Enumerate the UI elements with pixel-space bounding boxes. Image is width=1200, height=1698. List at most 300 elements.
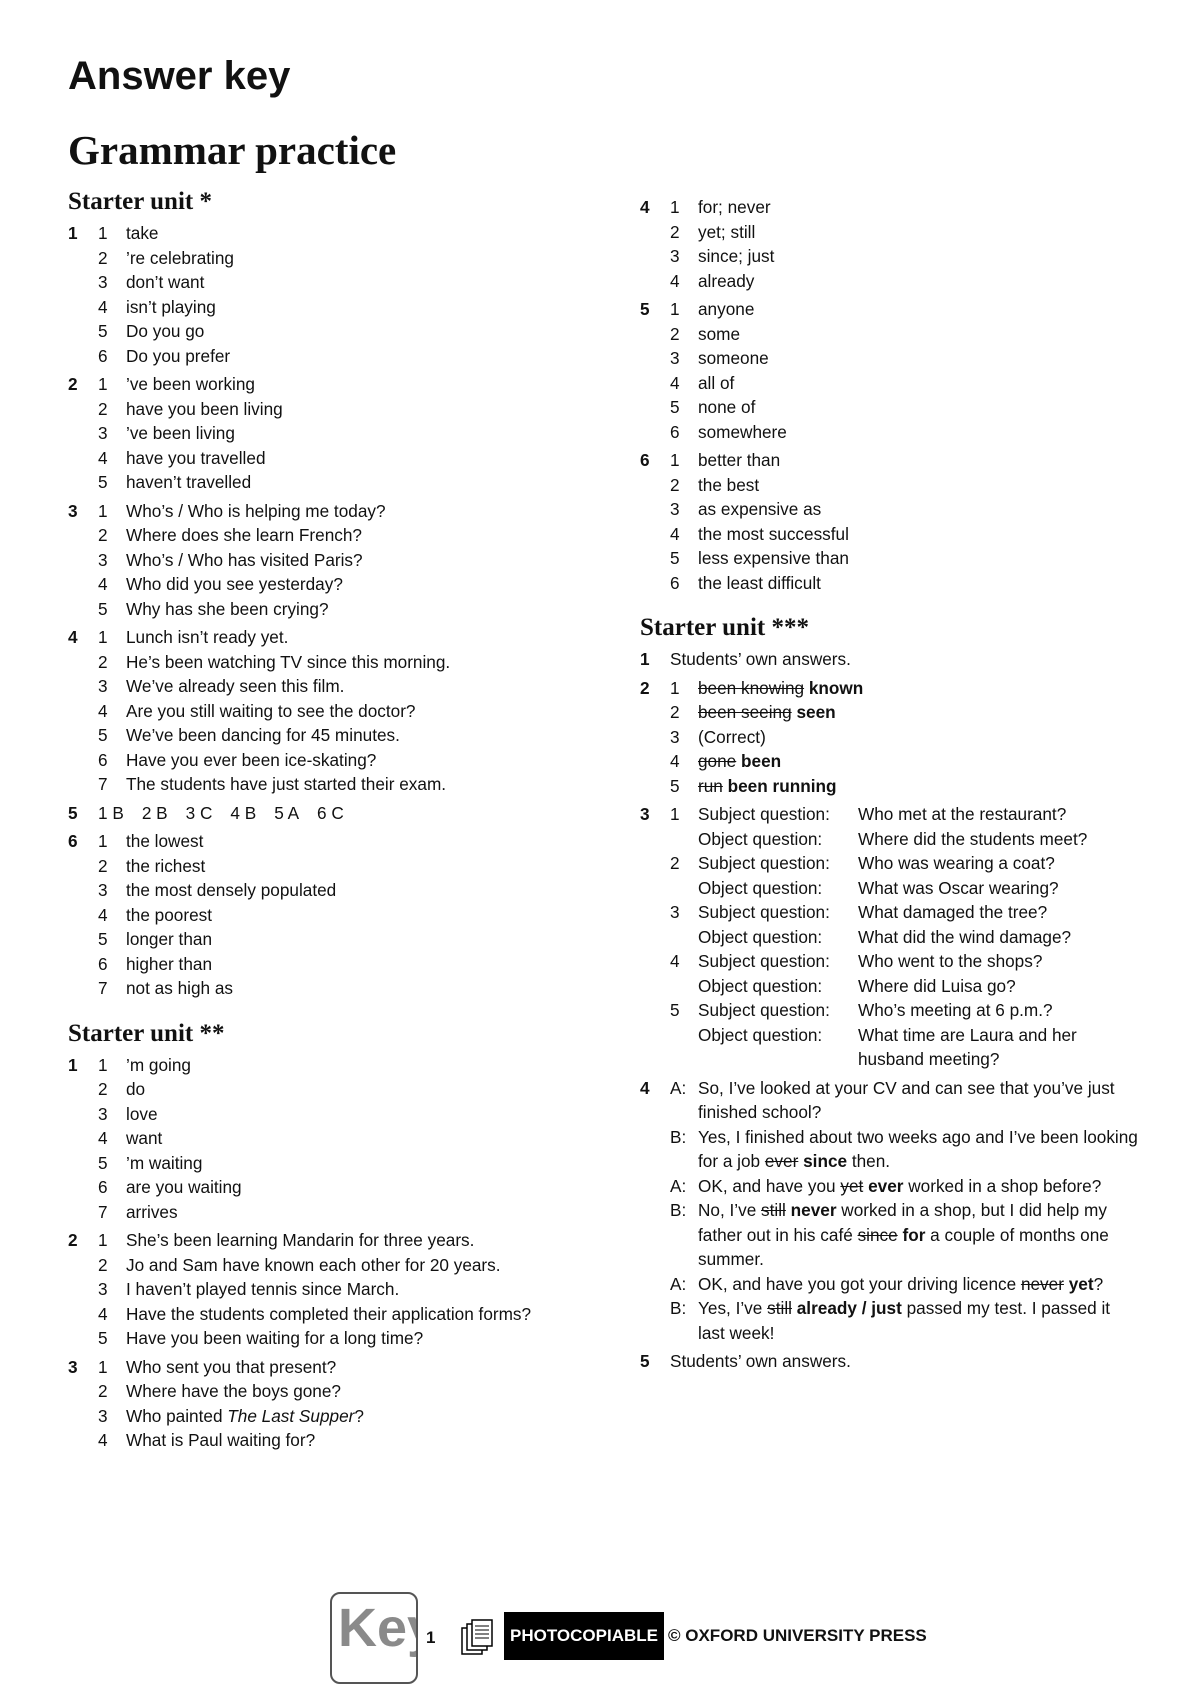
answer-item <box>98 1379 568 1404</box>
item-number: 7 <box>98 1201 108 1222</box>
exercise-number: 3 <box>68 1356 78 1377</box>
answer-text: Where have the boys gone? <box>126 1381 341 1401</box>
correction-text: been running <box>727 775 837 796</box>
item-number: 4 <box>98 447 108 468</box>
answer-text: ’m going <box>126 1054 191 1075</box>
exercise-number: 3 <box>640 804 650 824</box>
subject-question-row <box>698 998 1140 1023</box>
object-question-row <box>698 1023 1140 1072</box>
answer-item <box>98 1151 568 1176</box>
exercise-number: 4 <box>640 1077 650 1098</box>
answer-item <box>670 676 1140 701</box>
item-number: 3 <box>98 549 108 570</box>
answer-item <box>670 395 1140 420</box>
exercise <box>68 1053 568 1225</box>
answer-text: isn’t playing <box>126 296 216 317</box>
item-number: 3 <box>670 348 680 368</box>
item-number: 6 <box>98 1177 108 1197</box>
item-number: 1 <box>98 1054 108 1075</box>
answer-item <box>98 976 568 1001</box>
answer-item <box>98 1302 568 1327</box>
answer-item <box>670 749 1140 774</box>
exercise-number: 2 <box>68 1230 78 1250</box>
correction-text: yet <box>1068 1273 1094 1294</box>
exercise-dialogue <box>640 1076 1140 1346</box>
item-number: 5 <box>98 598 108 619</box>
item-number: 5 <box>98 725 108 745</box>
answer-item <box>98 246 568 271</box>
question-label: Subject question: <box>698 951 830 971</box>
logo-letters: Ke <box>338 1598 408 1658</box>
answer-item <box>98 319 568 344</box>
exercise <box>68 625 568 797</box>
crossed-out-text: yet <box>840 1175 864 1196</box>
item-number: 5 <box>670 1000 680 1020</box>
answer-text: ’ve been working <box>126 374 255 394</box>
answer-text: the poorest <box>126 904 212 925</box>
exercise <box>640 647 1140 672</box>
item-number: 6 <box>670 421 680 442</box>
key-logo <box>330 1592 418 1684</box>
crossed-out-text: never <box>1020 1273 1064 1294</box>
key-logo-icon <box>332 1594 416 1682</box>
correction-text: been <box>741 751 782 771</box>
item-number: 4 <box>98 1303 108 1324</box>
answer-item <box>670 497 1140 522</box>
answer-item <box>98 1200 568 1225</box>
item-number: 1 <box>670 450 680 470</box>
item-number: 3 <box>98 880 108 900</box>
answer-text: Students’ own answers. <box>670 649 851 669</box>
answer-text: Are you still waiting to see the doctor? <box>126 700 416 721</box>
page-footer <box>0 1592 1200 1682</box>
item-number: 2 <box>670 323 680 344</box>
answer-text: The students have just started their exam. <box>126 774 447 794</box>
correction-text: since <box>803 1151 848 1171</box>
answer-text: the least difficult <box>698 572 821 593</box>
exercise <box>68 1355 568 1453</box>
speaker: B: <box>670 1200 687 1220</box>
unit-title: Starter unit ** <box>68 1019 225 1047</box>
speaker: A: <box>670 1175 687 1196</box>
answer-item <box>98 1077 568 1102</box>
exercise <box>68 1228 568 1351</box>
answer: 6 C <box>317 802 344 823</box>
item-number: 1 <box>98 500 108 521</box>
answer-text: Lunch isn’t ready yet. <box>126 627 289 647</box>
answer-item <box>670 371 1140 396</box>
answer-text: Have the students completed their application forms? <box>126 1303 532 1324</box>
answer-item <box>670 297 1140 322</box>
exercise-number: 2 <box>640 677 650 698</box>
item-number: 3 <box>98 272 108 292</box>
crossed-out-text: been seeing <box>698 702 792 722</box>
answer-text: are you waiting <box>126 1177 242 1197</box>
item-number: 1 <box>670 197 680 217</box>
item-number: 2 <box>670 853 680 873</box>
answer-text: higher than <box>126 953 213 974</box>
answer-item <box>98 903 568 928</box>
answer-item <box>670 346 1140 371</box>
answer-item <box>98 1253 568 1278</box>
answer-item <box>98 674 568 699</box>
exercise-number: 6 <box>640 450 650 470</box>
item-number: 6 <box>98 749 108 770</box>
exercise-number: 3 <box>68 500 78 521</box>
item-number: 5 <box>670 775 680 796</box>
item-number: 1 <box>98 1230 108 1250</box>
item-number: 4 <box>670 372 680 393</box>
answer-item <box>98 499 568 524</box>
answer-item <box>670 774 1140 799</box>
answer-item <box>98 270 568 295</box>
answer-text: I haven’t played tennis since March. <box>126 1279 400 1299</box>
item-number: 3 <box>98 676 108 696</box>
answer-text: the richest <box>126 855 206 876</box>
answer-text: Have you been waiting for a long time? <box>126 1328 424 1348</box>
dialogue-text: a couple of months one summer. <box>698 1224 1109 1269</box>
dialogue-text: No, I’ve <box>698 1200 762 1220</box>
answer-text: since; just <box>698 246 775 266</box>
answer-text: Why has she been crying? <box>126 598 329 619</box>
answer-item <box>98 597 568 622</box>
answer: 4 B <box>230 802 257 823</box>
question-text: Who was wearing a coat? <box>858 853 1055 873</box>
answer-title: The Last Supper <box>227 1405 355 1426</box>
question-pair <box>670 851 1140 900</box>
answer-text: (Correct) <box>698 726 766 747</box>
answer-item <box>98 772 568 797</box>
answer-text: What is Paul waiting for? <box>126 1430 316 1450</box>
exercise <box>68 499 568 622</box>
answer-text: somewhere <box>698 421 787 442</box>
right-column <box>640 195 1140 1378</box>
exercise <box>68 829 568 1001</box>
answer-item <box>98 625 568 650</box>
answer-item <box>98 221 568 246</box>
answer-item <box>98 1404 568 1429</box>
answer-item <box>98 1102 568 1127</box>
answer-item <box>98 878 568 903</box>
speaker: A: <box>670 1273 687 1294</box>
object-question-row <box>698 925 1140 950</box>
speaker: B: <box>670 1126 687 1147</box>
exercise <box>68 372 568 495</box>
correction-text: for <box>902 1224 926 1245</box>
answer-text: someone <box>698 348 769 368</box>
question-text: Where did the students meet? <box>858 828 1088 849</box>
answer-item <box>98 748 568 773</box>
answer-item <box>670 269 1140 294</box>
publisher-label: © OXFORD UNIVERSITY PRESS <box>668 1626 927 1645</box>
exercise-number: 5 <box>640 1351 650 1371</box>
answer-text: Who did you see yesterday? <box>126 574 343 594</box>
subject-question-row <box>698 851 1140 876</box>
answer-item <box>98 1326 568 1351</box>
item-number: 4 <box>670 951 680 971</box>
item-number: 1 <box>670 804 680 824</box>
answer-text: already <box>698 270 755 291</box>
item-number: 1 <box>670 677 680 698</box>
exercise-number: 1 <box>640 649 650 669</box>
answer-item <box>98 1228 568 1253</box>
answer-text: arrives <box>126 1201 178 1222</box>
exercise-number: 5 <box>68 802 78 823</box>
exercise-number: 2 <box>68 374 78 394</box>
answer: 1 B <box>98 802 124 823</box>
item-number: 5 <box>98 1328 108 1348</box>
answer-text: Jo and Sam have known each other for 20 years. <box>126 1254 501 1275</box>
answer-text: longer than <box>126 929 213 949</box>
exercise-number: 4 <box>68 627 78 647</box>
subject-question-row <box>698 802 1140 827</box>
answer-text: not as high as <box>126 978 234 998</box>
answer-text: love <box>126 1103 158 1124</box>
item-number: 1 <box>98 1356 108 1377</box>
answer-text: the best <box>698 474 760 495</box>
answer-item <box>670 322 1140 347</box>
item-number: 5 <box>98 321 108 341</box>
item-number: 3 <box>670 902 680 922</box>
question-label: Subject question: <box>698 1000 830 1020</box>
answer-text: have you travelled <box>126 447 266 468</box>
crossed-out-text: been knowing <box>698 677 805 698</box>
question-pair <box>670 802 1140 851</box>
answer-text: ’re celebrating <box>126 247 234 268</box>
correction-text: known <box>808 677 864 698</box>
dialogue-text: ? <box>1093 1273 1104 1294</box>
unit-title: Starter unit *** <box>640 614 809 641</box>
question-text: Who met at the restaurant? <box>858 804 1067 824</box>
photocopy-icon <box>460 1618 494 1658</box>
answer-text: Who’s / Who has visited Paris? <box>126 549 363 570</box>
item-number: 2 <box>98 1254 108 1275</box>
question-text: Who’s meeting at 6 p.m.? <box>858 1000 1053 1020</box>
correction-text: ever <box>868 1175 904 1196</box>
answer-item <box>98 1053 568 1078</box>
answer-text: Who painted <box>126 1405 228 1426</box>
answer-text: Students’ own answers. <box>670 1351 851 1371</box>
answer-text: do <box>126 1079 146 1099</box>
exercise <box>640 676 1140 799</box>
answer-item <box>98 548 568 573</box>
correction-text: already / just <box>796 1298 902 1318</box>
answer-text: Do you go <box>126 321 205 341</box>
answer-text: We’ve been dancing for 45 minutes. <box>126 725 400 745</box>
question-label: Object question: <box>698 926 823 947</box>
answer-text: Where does she learn French? <box>126 525 362 545</box>
left-column <box>68 187 568 1457</box>
answer-text: some <box>698 323 741 344</box>
answer-text: better than <box>698 450 781 470</box>
answer-item <box>98 1355 568 1380</box>
correction-text: seen <box>796 702 836 722</box>
dialogue-line <box>670 1076 1140 1125</box>
answer-item <box>98 372 568 397</box>
item-number: 4 <box>98 574 108 594</box>
answer-item <box>98 952 568 977</box>
dialogue-text: then. <box>847 1151 891 1171</box>
document-title: Answer key <box>68 54 291 98</box>
answer-item <box>98 829 568 854</box>
answer-text: ’m waiting <box>126 1152 203 1173</box>
answer-item <box>98 927 568 952</box>
dialogue-text: OK, and have you got your driving licence <box>698 1273 1021 1294</box>
crossed-out-text: still <box>767 1298 792 1318</box>
item-number: 4 <box>98 1430 108 1450</box>
item-number: 5 <box>98 929 108 949</box>
answer-item <box>98 1175 568 1200</box>
item-number: 2 <box>98 398 108 419</box>
question-text: What did the wind damage? <box>858 926 1072 947</box>
answer-text: the most densely populated <box>126 880 337 900</box>
item-number: 1 <box>98 627 108 647</box>
object-question-row <box>698 876 1140 901</box>
exercise-number: 1 <box>68 223 78 243</box>
question-label: Subject question: <box>698 902 830 922</box>
page-number: 1 <box>426 1628 436 1647</box>
exercise <box>640 1349 1140 1374</box>
item-number: 2 <box>98 247 108 268</box>
crossed-out-text: still <box>761 1200 786 1220</box>
answer-text: the lowest <box>126 831 204 851</box>
answer-item <box>98 1428 568 1453</box>
item-number: 2 <box>98 1381 108 1401</box>
exercise-number: 5 <box>640 299 650 319</box>
answer-item <box>98 854 568 879</box>
answer-item <box>670 473 1140 498</box>
exercise <box>640 297 1140 444</box>
answer-item <box>98 470 568 495</box>
dialogue-text: Yes, I finished about two weeks ago and I’ve been looking for a job <box>698 1126 1138 1171</box>
question-pair <box>670 998 1140 1072</box>
question-pair <box>670 900 1140 949</box>
item-number: 4 <box>98 296 108 317</box>
item-number: 2 <box>98 1079 108 1099</box>
item-number: 3 <box>98 1103 108 1124</box>
answer-item <box>670 448 1140 473</box>
answer-item <box>670 700 1140 725</box>
item-number: 1 <box>98 374 108 394</box>
item-number: 6 <box>98 953 108 974</box>
answer-text: want <box>126 1128 163 1148</box>
subject-question-row <box>698 949 1140 974</box>
answer-item <box>98 397 568 422</box>
crossed-out-text: ever <box>764 1151 799 1171</box>
exercise <box>640 448 1140 595</box>
item-number: 7 <box>98 774 108 794</box>
question-text: Where did Luisa go? <box>858 975 1016 996</box>
question-text: What damaged the tree? <box>858 902 1048 922</box>
item-number: 1 <box>98 223 108 243</box>
answer-item <box>670 522 1140 547</box>
item-number: 5 <box>98 472 108 492</box>
dialogue-text: OK, and have you <box>698 1175 841 1196</box>
question-label: Object question: <box>698 1024 823 1045</box>
item-number: 3 <box>98 1405 108 1426</box>
item-number: 2 <box>98 525 108 545</box>
object-question-row <box>698 827 1140 852</box>
answer-text: as expensive as <box>698 499 822 519</box>
dialogue-line <box>670 1272 1140 1297</box>
question-label: Subject question: <box>698 853 830 873</box>
item-number: 5 <box>670 548 680 568</box>
dialogue-line <box>670 1198 1140 1272</box>
item-number: 2 <box>670 474 680 495</box>
exercise-number: 6 <box>68 831 78 851</box>
photocopiable-label: PHOTOCOPIABLE <box>504 1612 664 1660</box>
answer-text: She’s been learning Mandarin for three years. <box>126 1230 475 1250</box>
crossed-out-text: since <box>857 1224 898 1245</box>
dialogue-text: worked in a shop before? <box>903 1175 1102 1196</box>
subject-question-row <box>698 900 1140 925</box>
item-number: 2 <box>670 702 680 722</box>
answer-item <box>98 723 568 748</box>
answer-item <box>98 523 568 548</box>
item-number: 7 <box>98 978 108 998</box>
answer-text: Have you ever been ice-skating? <box>126 749 377 770</box>
answer-text: ’ve been living <box>126 423 235 443</box>
answer-text: none of <box>698 397 756 417</box>
answer-item <box>98 446 568 471</box>
item-number: 5 <box>670 397 680 417</box>
answer-text: Do you prefer <box>126 345 231 366</box>
answer-text: don’t want <box>126 272 205 292</box>
dialogue-text: passed my test. I passed it last week! <box>698 1298 1111 1343</box>
exercise <box>68 221 568 368</box>
speaker: B: <box>670 1298 687 1318</box>
item-number: 5 <box>98 1152 108 1173</box>
exercise-number: 1 <box>68 1054 78 1075</box>
question-text: What time are Laura and her husband meeting? <box>858 1024 1077 1069</box>
answer-item <box>98 572 568 597</box>
item-number: 2 <box>670 221 680 242</box>
section-title: Grammar practice <box>68 127 397 173</box>
answer-text: the most successful <box>698 523 849 544</box>
answer-item <box>98 1126 568 1151</box>
question-text: Who went to the shops? <box>858 951 1043 971</box>
answer-item <box>98 295 568 320</box>
answer: 3 C <box>185 802 213 823</box>
item-number: 2 <box>98 651 108 672</box>
question-label: Subject question: <box>698 804 830 824</box>
item-number: 3 <box>98 1279 108 1299</box>
dialogue-line <box>670 1125 1140 1174</box>
answer-item <box>670 220 1140 245</box>
answer-row <box>98 801 568 826</box>
crossed-out-text: gone <box>698 751 737 771</box>
answer-item <box>670 244 1140 269</box>
answer-item <box>98 344 568 369</box>
exercise <box>640 195 1140 293</box>
answer-item <box>670 546 1140 571</box>
item-number: 3 <box>98 423 108 443</box>
answer-item <box>98 1277 568 1302</box>
item-number: 4 <box>98 700 108 721</box>
answer-item <box>670 571 1140 596</box>
item-number: 6 <box>670 572 680 593</box>
unit-title: Starter unit * <box>68 188 212 215</box>
answer-item <box>98 699 568 724</box>
answer-text: yet; still <box>698 221 756 242</box>
dialogue-line <box>670 1296 1140 1345</box>
item-number: 4 <box>670 523 680 544</box>
question-label: Object question: <box>698 975 823 996</box>
question-text: What was Oscar wearing? <box>858 877 1059 898</box>
answer-item <box>670 420 1140 445</box>
question-label: Object question: <box>698 828 823 849</box>
item-number: 1 <box>670 299 680 319</box>
